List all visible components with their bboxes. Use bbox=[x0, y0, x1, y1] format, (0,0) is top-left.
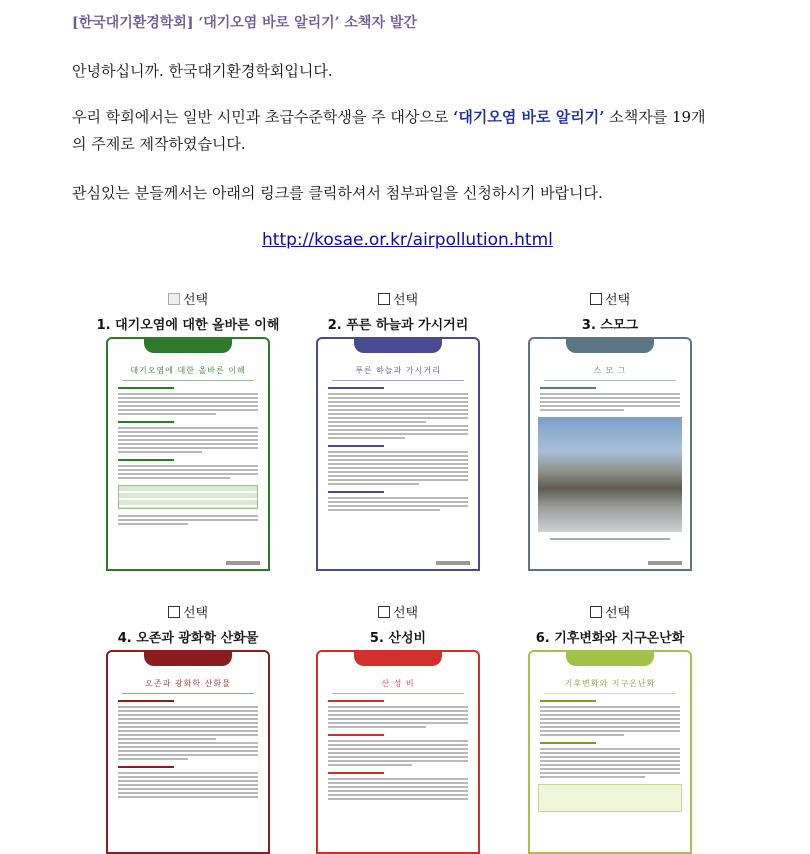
cover-title-6: 기후변화와 지구온난화 bbox=[564, 679, 656, 688]
notice-title: [한국대기환경학회] ‘대기오염 바로 알리기’ 소책자 발간 bbox=[72, 15, 417, 31]
cover-divider bbox=[544, 693, 676, 694]
booklet-cover-3[interactable] bbox=[528, 337, 692, 571]
cover-footer bbox=[226, 561, 260, 565]
checkbox-3[interactable] bbox=[590, 293, 602, 305]
airpollution-link[interactable]: http://kosae.or.kr/airpollution.html bbox=[262, 230, 553, 250]
select-label: 선택 bbox=[182, 293, 209, 308]
booklet-title-5: 5. 산성비 bbox=[369, 631, 427, 646]
cover-tab bbox=[354, 652, 442, 666]
checkbox-2[interactable] bbox=[378, 293, 390, 305]
intro-paragraph bbox=[72, 104, 712, 158]
cover-tab bbox=[566, 339, 654, 353]
booklet-item-1 bbox=[88, 292, 288, 571]
booklet-cover-6[interactable] bbox=[528, 650, 692, 854]
booklet-item-2 bbox=[298, 292, 498, 571]
booklet-cover-1[interactable] bbox=[106, 337, 270, 571]
select-option-5[interactable] bbox=[298, 605, 498, 623]
checkbox-4[interactable] bbox=[168, 606, 180, 618]
cover-note-box bbox=[538, 784, 682, 812]
booklet-title-1: 1. 대기오염에 대한 올바른 이해 bbox=[96, 318, 280, 333]
cover-tab bbox=[144, 339, 232, 353]
request-text: 관심있는 분들께서는 아래의 링크를 클릭하셔서 첨부파일을 신청하시기 바랍니다. bbox=[72, 184, 603, 202]
cover-divider bbox=[122, 380, 254, 381]
select-label: 선택 bbox=[392, 293, 419, 308]
select-label: 선택 bbox=[604, 606, 631, 621]
select-label: 선택 bbox=[182, 606, 209, 621]
greeting-text: 안녕하십니까. 한국대기환경학회입니다. bbox=[72, 62, 333, 80]
booklet-item-5 bbox=[298, 605, 498, 854]
cover-footer bbox=[648, 561, 682, 565]
cover-divider bbox=[544, 380, 676, 381]
cover-text-block bbox=[328, 387, 468, 511]
cover-divider bbox=[122, 693, 254, 694]
cover-table bbox=[118, 485, 258, 509]
cover-text-block bbox=[118, 700, 258, 798]
select-option-1[interactable] bbox=[88, 292, 288, 310]
cover-text-block bbox=[540, 700, 680, 778]
cover-divider bbox=[332, 693, 464, 694]
select-option-2[interactable] bbox=[298, 292, 498, 310]
cover-tab bbox=[144, 652, 232, 666]
cover-title-3: 스 모 그 bbox=[593, 366, 627, 375]
cover-divider bbox=[332, 380, 464, 381]
select-option-6[interactable] bbox=[510, 605, 710, 623]
cover-footer bbox=[436, 561, 470, 565]
intro-text-after: 소책자를 19개의 주제로 제작하였습니다. bbox=[72, 108, 706, 153]
photo-caption bbox=[550, 538, 670, 540]
smog-city-photo bbox=[538, 417, 682, 532]
cover-tab bbox=[354, 339, 442, 353]
booklet-cover-5[interactable] bbox=[316, 650, 480, 854]
select-option-4[interactable] bbox=[88, 605, 288, 623]
booklet-item-3 bbox=[510, 292, 710, 571]
booklet-title-6: 6. 기후변화와 지구온난화 bbox=[535, 631, 685, 646]
booklet-title-3: 3. 스모그 bbox=[581, 318, 639, 333]
intro-text-before: 우리 학회에서는 일반 시민과 초급수준학생을 주 대상으로 bbox=[72, 108, 454, 126]
cover-text-block bbox=[540, 387, 680, 411]
cover-title-5: 산 성 비 bbox=[381, 679, 415, 688]
cover-title-2: 푸른 하늘과 가시거리 bbox=[355, 366, 441, 375]
checkbox-1[interactable] bbox=[168, 293, 180, 305]
cover-tab bbox=[566, 652, 654, 666]
booklet-cover-2[interactable] bbox=[316, 337, 480, 571]
select-label: 선택 bbox=[392, 606, 419, 621]
select-label: 선택 bbox=[604, 293, 631, 308]
cover-text-block bbox=[328, 700, 468, 800]
booklet-cover-4[interactable] bbox=[106, 650, 270, 854]
booklet-title-2: 2. 푸른 하늘과 가시거리 bbox=[327, 318, 469, 333]
cover-title-4: 오존과 광화학 산화물 bbox=[145, 679, 231, 688]
checkbox-6[interactable] bbox=[590, 606, 602, 618]
cover-title-1: 대기오염에 대한 올바른 이해 bbox=[130, 366, 246, 375]
cover-text-block bbox=[118, 387, 258, 479]
checkbox-5[interactable] bbox=[378, 606, 390, 618]
select-option-3[interactable] bbox=[510, 292, 710, 310]
booklet-item-6 bbox=[510, 605, 710, 854]
booklet-title-4: 4. 오존과 광화학 산화물 bbox=[117, 631, 259, 646]
booklet-item-4 bbox=[88, 605, 288, 854]
booklet-name-highlight: ‘대기오염 바로 알리기’ bbox=[453, 108, 605, 126]
